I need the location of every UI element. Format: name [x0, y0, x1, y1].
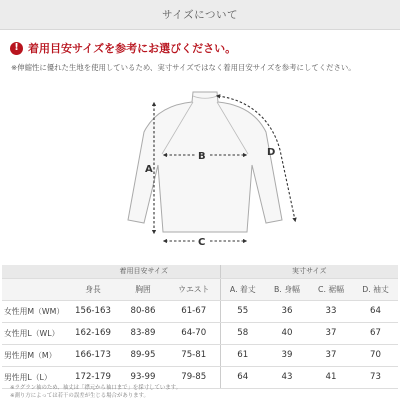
shirt-outline: [128, 92, 282, 232]
table-cell: 61: [220, 344, 265, 366]
notice-text: 着用目安サイズを参考にお選びください。: [28, 42, 237, 55]
table-cell: 55: [220, 300, 265, 322]
group-fit-size: 着用目安サイズ: [68, 265, 220, 278]
row-label: 男性用M（M）: [2, 344, 68, 366]
footnote-tolerance: ※測り方によっては若干の誤差が生じる場合があります。: [10, 393, 149, 399]
shirt-measurement-diagram: [90, 80, 320, 255]
column-header: D. 袖丈: [353, 278, 398, 300]
table-cell: 73: [353, 366, 398, 388]
table-cell: 61-67: [168, 300, 220, 322]
row-label: 女性用M（WM）: [2, 300, 68, 322]
table-cell: 64: [353, 300, 398, 322]
measure-label-b: B: [198, 151, 206, 162]
table-cell: 36: [265, 300, 309, 322]
column-header: 身長: [68, 278, 118, 300]
group-actual-size: 実寸サイズ: [220, 265, 398, 278]
table-cell: 75-81: [168, 344, 220, 366]
size-chart-table: [2, 265, 398, 389]
column-header: 胸囲: [118, 278, 168, 300]
column-header: A. 着丈: [220, 278, 265, 300]
column-header: ウエスト: [168, 278, 220, 300]
table-cell: 43: [265, 366, 309, 388]
table-row: [2, 300, 398, 322]
table-cell: 172-179: [68, 366, 118, 388]
table-cell: 162-169: [68, 322, 118, 344]
table-cell: 70: [353, 344, 398, 366]
table-cell: 64: [220, 366, 265, 388]
table-cell: 93-99: [118, 366, 168, 388]
measure-label-a: A: [145, 164, 153, 175]
footnote-sleeve: ※ラグラン袖のため、袖丈は「襟元から袖口まで」を採寸しています。: [10, 385, 181, 391]
page-title: サイズについて: [162, 9, 238, 21]
exclamation-icon: !: [10, 42, 23, 55]
header-bar: [0, 0, 400, 30]
table-column-header: [2, 278, 398, 300]
table-cell: 58: [220, 322, 265, 344]
size-notice: [10, 40, 236, 56]
table-cell: 67: [353, 322, 398, 344]
table-cell: 156-163: [68, 300, 118, 322]
table-cell: 40: [265, 322, 309, 344]
table-cell: 41: [309, 366, 353, 388]
table-cell: 83-89: [118, 322, 168, 344]
column-header: C. 裾幅: [309, 278, 353, 300]
table-cell: 89-95: [118, 344, 168, 366]
row-label: 女性用L（WL）: [2, 322, 68, 344]
table-cell: 37: [309, 344, 353, 366]
table-group-header: [2, 265, 398, 278]
stretch-note: ※伸縮性に優れた生地を使用しているため、実寸サイズではなく着用目安サイズを参考にしてください。: [11, 63, 356, 72]
measure-label-c: C: [198, 237, 206, 248]
table-row: [2, 344, 398, 366]
table-cell: 64-70: [168, 322, 220, 344]
table-cell: 37: [309, 322, 353, 344]
table-row: [2, 322, 398, 344]
column-header: B. 身幅: [265, 278, 309, 300]
row-label: 男性用L（L）: [2, 366, 68, 388]
table-cell: 33: [309, 300, 353, 322]
table-cell: 39: [265, 344, 309, 366]
table-cell: 79-85: [168, 366, 220, 388]
measure-label-d: D: [267, 147, 276, 158]
table-cell: 80-86: [118, 300, 168, 322]
table-cell: 166-173: [68, 344, 118, 366]
